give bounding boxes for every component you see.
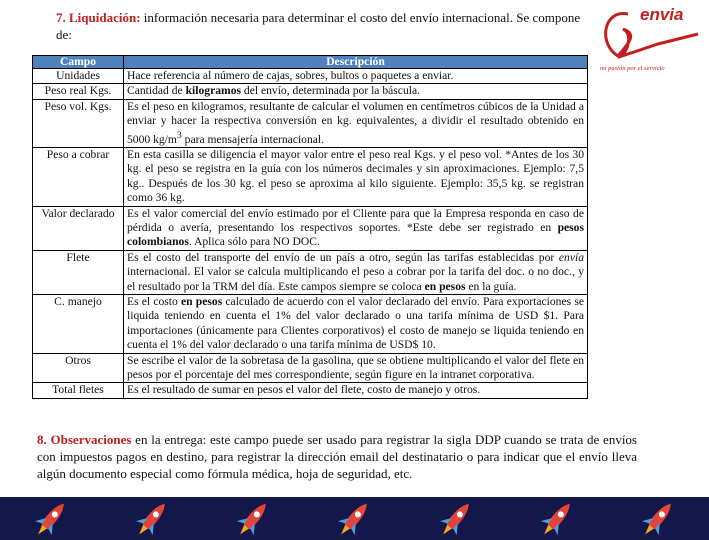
field-name: Otros [33,353,124,383]
table-row [33,84,588,99]
field-name: Valor declarado [33,206,124,250]
rocket-icon [127,497,177,540]
table-row [33,206,588,250]
table-row [33,147,588,206]
section-text: en la entrega: este campo puede ser usado para registrar la sigla DDP cuando se trata de envíos con impuestos pagos en destino, para registrar la dirección email del destinatario o para indicar que el envío lleva algún documento especial como fórmula médica, hoja de seguridad, etc. [37,432,637,481]
section-number: 8. Observaciones [37,432,132,447]
section-8-observations [37,431,637,482]
field-name: Unidades [33,69,124,84]
rocket-icon [633,497,683,540]
field-name: Peso real Kgs. [33,84,124,99]
table-row [33,353,588,383]
liquidation-table [32,55,588,399]
field-name: Flete [33,250,124,294]
field-name: C. manejo [33,294,124,353]
table-row [33,294,588,353]
svg-text:mi pasión por el servicio: mi pasión por el servicio [600,65,665,72]
header-campo: Campo [33,56,124,69]
table-row [33,99,588,147]
field-description: Es el resultado de sumar en pesos el valor del flete, costo de manejo y otros. [124,383,588,398]
field-description: Es el valor comercial del envío estimado por el Cliente para que la Empresa responda en caso de pérdida o avería, presentando los respectivos soportes. *Este debe ser registrado en pesos colombianos. Aplica sólo para NO DOC. [124,206,588,250]
rocket-footer-banner [0,497,709,540]
table-row [33,383,588,398]
rocket-icon [329,497,379,540]
rocket-icon [26,497,76,540]
field-description: Es el costo del transporte del envío de un país a otro, según las tarifas establecidas por envía internacional. El valor se calcula multiplicando el peso a cobrar por la tarifa del doc. o no doc., y el resultado por la TRM del día. Este campos siempre se coloca en pesos en la guía. [124,250,588,294]
field-name: Peso a cobrar [33,147,124,206]
svg-text:envia: envia [640,5,684,24]
field-description: Se escribe el valor de la sobretasa de la gasolina, que se obtiene multiplicando el valor del flete en pesos por el porcentaje del mes correspondiente, según figure en la intranet corporativa. [124,353,588,383]
field-description: Es el peso en kilogramos, resultante de calcular el volumen en centímetros cúbicos de la Unidad a enviar y hacer la respectiva conversión en kg. equivalentes, a dividir el resultado obtenido en 5000 $kg/m^3$ para mensajería internacional. [124,99,588,147]
section-7-heading [56,9,596,43]
section-number: 7. Liquidación: [56,10,141,25]
header-descripcion: Descripción [124,56,588,69]
envia-logo [598,4,704,74]
field-description: Cantidad de kilogramos del envío, determinada por la báscula. [124,84,588,99]
table-row [33,69,588,84]
field-name: Peso vol. Kgs. [33,99,124,147]
field-description: En esta casilla se diligencia el mayor valor entre el peso real Kgs. y el peso vol. *Antes de los 30 kg. el peso se registra en la guía con los números decimales y sin aproximaciones. Ejemplo: 7,5 kg.. Después de los 30 kg. el peso se aproxima al kilo siguiente. Ejemplo: 35,5 kg. se registran como 36 kg. [124,147,588,206]
rocket-icon [532,497,582,540]
table-row [33,250,588,294]
rocket-icon [431,497,481,540]
rocket-icon [228,497,278,540]
field-name: Total fletes [33,383,124,398]
section-text: información necesaria para determinar el costo del envío internacional. Se compone de: [56,10,581,42]
field-description: Es el costo en pesos calculado de acuerdo con el valor declarado del envío. Para exportaciones se liquida teniendo en cuenta el 1% del valor declarado o una tarifa mínima de USD $1. Para importaciones (únicamente para Clientes corporativos) el costo de manejo se liquida teniendo en cuenta el 1% del valor declarado o una tarifa mínima de USD$ 10. [124,294,588,353]
field-description: Hace referencia al número de cajas, sobres, bultos o paquetes a enviar. [124,69,588,84]
